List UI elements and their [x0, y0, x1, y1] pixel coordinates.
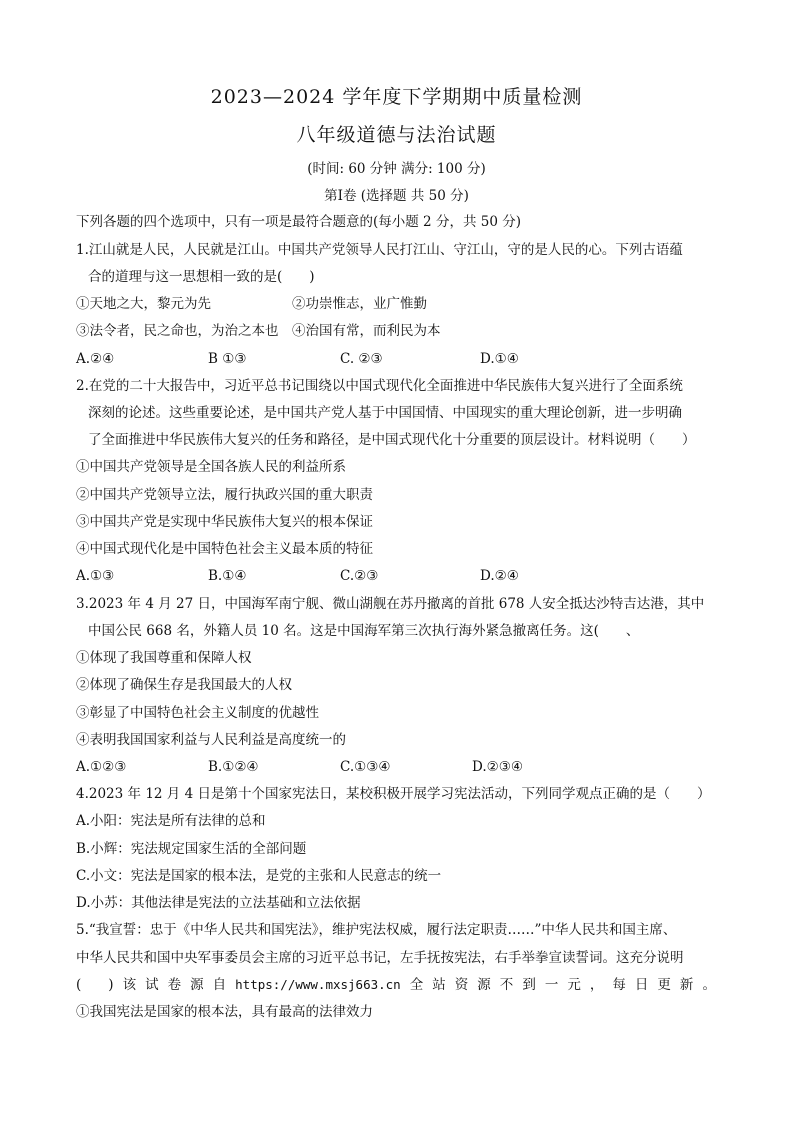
q2-option-c[interactable]: C.②③: [340, 568, 379, 584]
q3-option-c[interactable]: C.①③④: [340, 759, 391, 775]
q5-stem-line1: 5.“我宣誓：忠于《中华人民共和国宪法》，维护宪法权威，履行法定职责……”中华人民共和国主席、: [76, 922, 677, 938]
q1-option-a[interactable]: A.②④: [76, 351, 115, 367]
watermark-char: ，: [589, 977, 604, 993]
q2-stem-line1: 2.在党的二十大报告中，习近平总书记围绕以中国式现代化全面推进中华民族伟大复兴进行了全面系统: [76, 378, 683, 394]
q2-option-d[interactable]: D.②④: [480, 568, 519, 584]
watermark-char: 一: [544, 977, 559, 993]
watermark-char: 日: [634, 977, 649, 993]
watermark-char: 该: [122, 977, 137, 993]
q5-line3-spread: [76, 976, 716, 994]
q4-option-b[interactable]: B.小辉：宪法规定国家生活的全部问题: [76, 841, 307, 857]
q5-statement-1: ①我国宪法是国家的根本法，具有最高的法律效力: [76, 1004, 373, 1020]
q1-statement-2: ②功崇惟志，业广惟勤: [292, 296, 427, 312]
q3-stem-line2: 中国公民 668 名，外籍人员 10 名。这是中国海军第三次执行海外紧急撤离任务。这( 、: [88, 623, 640, 639]
q2-stem-line3: 了全面推进中华民族伟大复兴的任务和路径，是中国式现代化十分重要的顶层设计。材料说明（ ）: [88, 432, 696, 448]
q3-options: [76, 758, 726, 776]
watermark-char: 源: [477, 977, 491, 993]
q5-stem-line2: 中华人民共和国中央军事委员会主席的习近平总书记，左手抚按宪法，右手举拳宣读誓词。这充分说明: [76, 950, 684, 966]
watermark-char: 到: [522, 977, 536, 993]
q2-stem-line2: 深刻的论述。这些重要论述，是中国共产党人基于中国国情、中国现实的重大理论创新，进一步明确: [88, 405, 682, 421]
q3-statement-4: ④表明我国国家利益与人民利益是高度统一的: [76, 732, 346, 748]
watermark-char: 资: [454, 977, 469, 993]
q3-statement-1: ①体现了我国尊重和保障人权: [76, 650, 252, 666]
watermark-char: 站: [432, 977, 446, 993]
watermark-char: 不: [499, 977, 514, 993]
watermark-char: 试: [145, 977, 159, 993]
q2-option-b[interactable]: B.①④: [208, 568, 247, 584]
q2-statement-3: ③中国共产党是实现中华民族伟大复兴的根本保证: [76, 514, 373, 530]
q4-stem: 4.2023 年 12 月 4 日是第十个国家宪法日，某校积极开展学习宪法活动，下列同学观点正确的是（ ）: [76, 786, 711, 802]
watermark-char: 。: [702, 977, 716, 993]
q1-stem-line1: 1.江山就是人民，人民就是江山。中国共产党领导人民打江山、守江山，守的是人民的心。下列古语蕴: [76, 242, 683, 258]
q1-statement-1: ①天地之大，黎元为先: [76, 296, 211, 312]
q5-answer-blank: ( ): [76, 977, 114, 993]
instructions: 下列各题的四个选项中，只有一项是最符合题意的(每小题 2 分，共 50 分): [76, 214, 521, 230]
watermark-char: 元: [567, 977, 581, 993]
watermark-char: 源: [190, 977, 204, 993]
q1-stem-line2: 合的道理与这一思想相一致的是( ): [88, 269, 315, 285]
q3-stem-line1: 3.2023 年 4 月 27 日，中国海军南宁舰、微山湖舰在苏丹撤离的首批 678 人安全抵达沙特吉达港，其中: [76, 596, 705, 612]
q3-statement-2: ②体现了确保生存是我国最大的人权: [76, 677, 292, 693]
q1-options: [76, 350, 726, 368]
watermark-char: 卷: [167, 977, 182, 993]
q3-option-a[interactable]: A.①②③: [76, 759, 127, 775]
q2-options: [76, 567, 726, 585]
q2-statement-2: ②中国共产党领导立法，履行执政兴国的重大职责: [76, 487, 373, 503]
watermark-char: 每: [612, 977, 626, 993]
q2-statement-1: ①中国共产党领导是全国各族人民的利益所系: [76, 459, 346, 475]
q1-option-b[interactable]: B ①③: [208, 351, 247, 367]
q1-statements-row2: [76, 322, 726, 340]
q2-statement-4: ④中国式现代化是中国特色社会主义最本质的特征: [76, 541, 373, 557]
exam-subtitle: 八年级道德与法治试题: [296, 124, 497, 146]
q1-statement-4: ④治国有常，而利民为本: [292, 323, 441, 339]
q3-statement-3: ③彰显了中国特色社会主义制度的优越性: [76, 705, 319, 721]
q3-option-d[interactable]: D.②③④: [472, 759, 523, 775]
q4-option-a[interactable]: A.小阳：宪法是所有法律的总和: [76, 813, 266, 829]
q5-stem-line3: [76, 976, 726, 994]
watermark-char: 更: [657, 977, 671, 993]
q4-option-d[interactable]: D.小苏：其他法律是宪法的立法基础和立法依据: [76, 895, 361, 911]
q3-option-b[interactable]: B.①②④: [208, 759, 259, 775]
q1-option-c[interactable]: C. ②③: [340, 351, 383, 367]
watermark-char: 自: [212, 977, 227, 993]
q1-option-d[interactable]: D.①④: [480, 351, 519, 367]
q2-option-a[interactable]: A.①③: [76, 568, 115, 584]
exam-title: 2023—2024 学年度下学期期中质量检测: [210, 86, 583, 108]
watermark-char: 全: [409, 977, 424, 993]
watermark-url[interactable]: https://www.mxsj663.cn: [235, 977, 401, 992]
section-heading: 第Ⅰ卷 (选择题 共 50 分): [324, 188, 469, 204]
q4-option-c[interactable]: C.小文：宪法是国家的根本法，是党的主张和人民意志的统一: [76, 868, 442, 884]
watermark-char: 新: [679, 977, 694, 993]
q1-statements-row1: [76, 295, 726, 313]
time-info: (时间: 60 分钟 满分: 100 分): [307, 161, 486, 177]
q1-statement-3: ③法令者，民之命也，为治之本也: [76, 323, 279, 339]
